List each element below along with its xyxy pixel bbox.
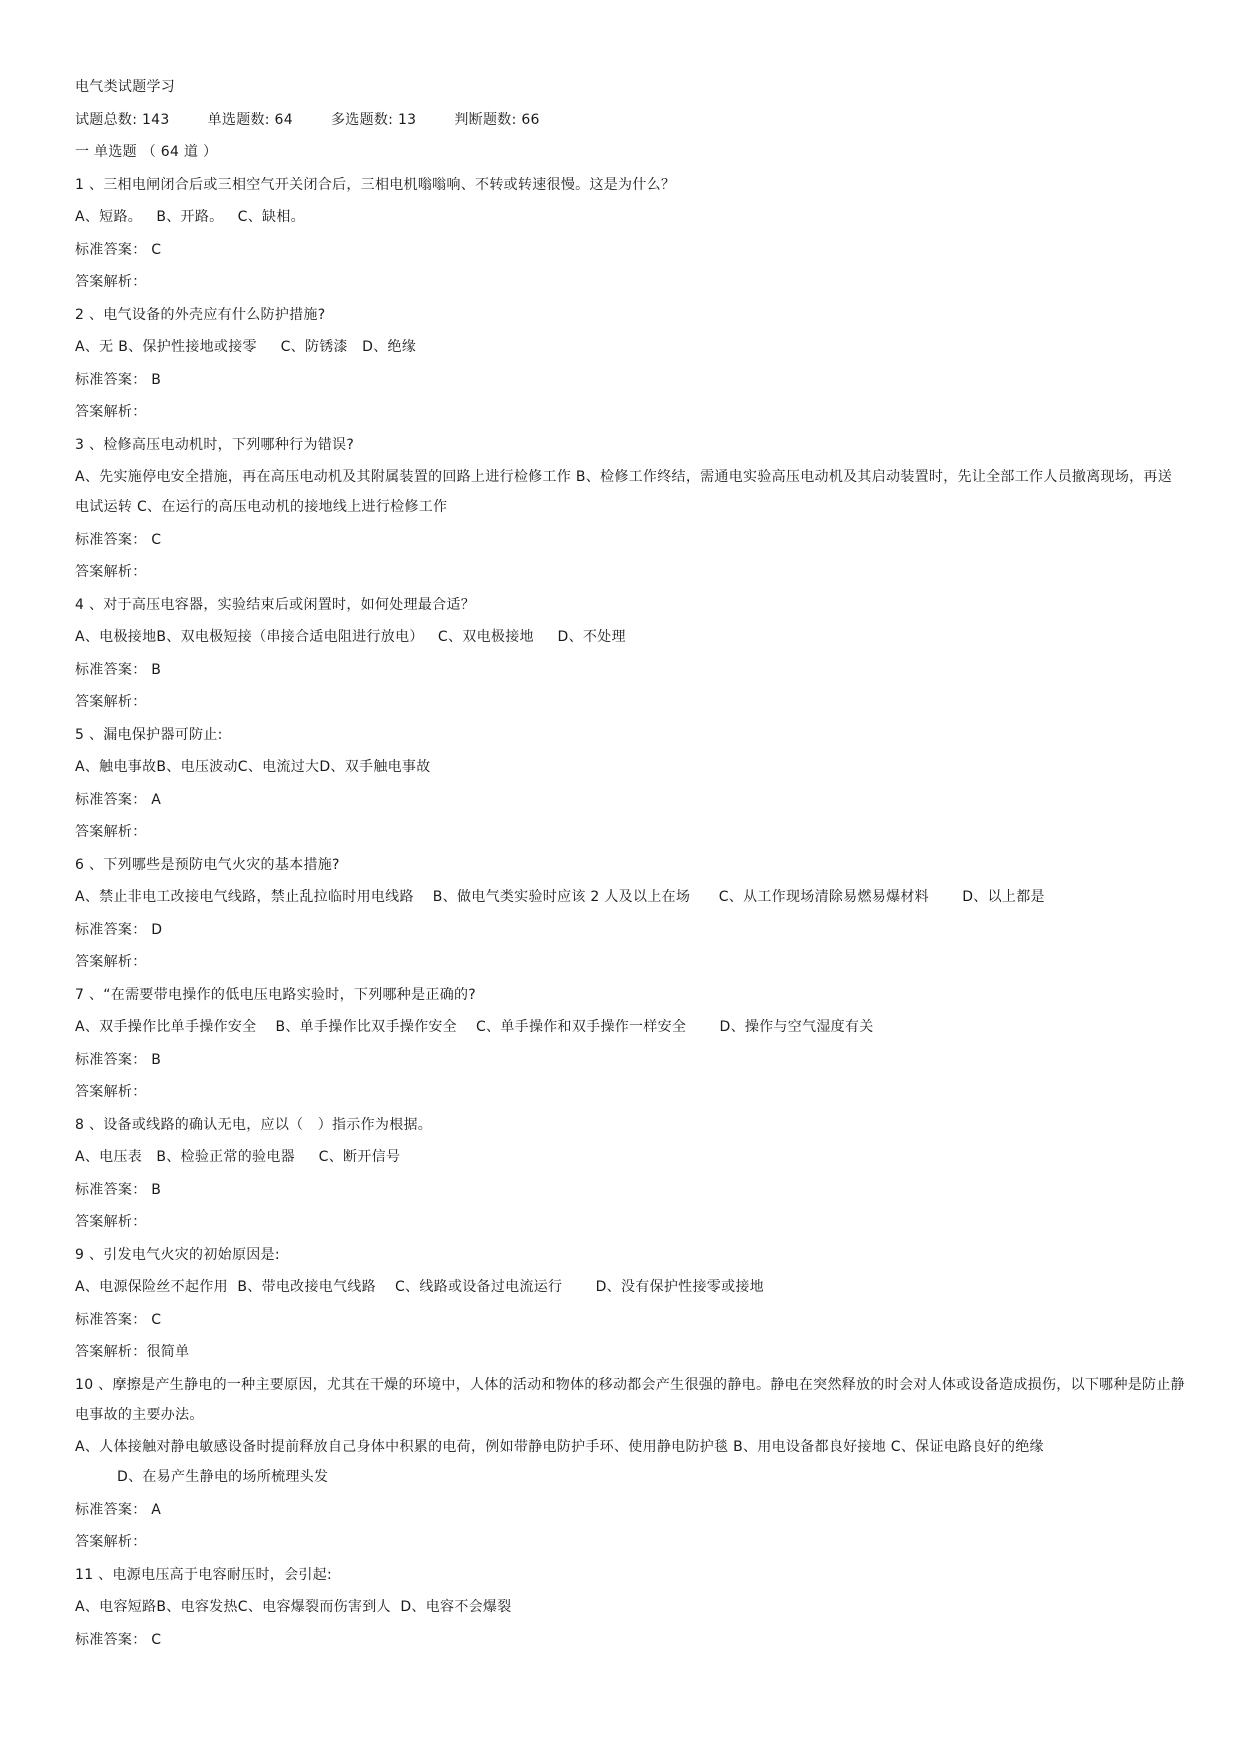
question-options: A、禁止非电工改接电气线路，禁止乱拉临时用电线路 B、做电气类实验时应该 2 人及以上在场 C、从工作现场清除易燃易爆材料 D、以上都是 [75,889,1045,905]
question-text: 11 、电源电压高于电容耐压时，会引起: [75,1566,332,1583]
stat-judge: 判断题数: 66 [454,111,540,128]
stat-total: 试题总数: 143 [75,111,170,128]
standard-answer: 标准答案： A [75,791,162,808]
answer-analysis: 答案解析： [75,824,147,840]
question-text: 7 、“在需要带电操作的低电压电路实验时，下列哪种是正确的? [75,986,477,1003]
standard-answer: 标准答案： C [75,1631,162,1648]
question-text: 2 、电气设备的外壳应有什么防护措施? [75,306,326,323]
question-text: 10 、摩擦是产生静电的一种主要原因，尤其在干燥的环境中，人体的活动和物体的移动都会产生很强的静电。静电在突然释放的时会对人体或设备造成损伤，以下哪种是防止静电事故的主要办法。 [75,1376,1185,1423]
question-stats [75,111,1185,129]
stat-single: 单选题数: 64 [207,111,293,128]
answer-analysis: 答案解析： [75,1214,147,1230]
question-text: 1 、三相电闸闭合后或三相空气开关闭合后，三相电机嗡嗡响、不转或转速很慢。这是为什么？ [75,176,676,193]
question-options: A、无 B、保护性接地或接零 C、防锈漆 D、绝缘 [75,339,417,355]
document-title: 电气类试题学习 [75,79,176,95]
standard-answer: 标准答案： A [75,1501,162,1518]
answer-analysis: 答案解析： [75,1534,147,1550]
question-options: A、先实施停电安全措施，再在高压电动机及其附属装置的回路上进行检修工作 B、检修工作终结，需通电实验高压电动机及其启动装置时，先让全部工作人员撤离现场，再送电试运转 C、在运行的高压电动机的接地线上进行检修工作 [75,469,1173,515]
options-continuation: D、在易产生静电的场所梳理头发 [117,1469,329,1485]
question-text: 4 、对于高压电容器，实验结束后或闲置时，如何处理最合适？ [75,596,476,613]
standard-answer: 标准答案： B [75,1051,162,1068]
standard-answer: 标准答案： B [75,661,162,678]
standard-answer: 标准答案： C [75,1311,162,1328]
standard-answer: 标准答案： C [75,531,162,548]
standard-answer: 标准答案： C [75,241,162,258]
standard-answer: 标准答案： B [75,371,162,388]
question-options: A、电源保险丝不起作用 B、带电改接电气线路 C、线路或设备过电流运行 D、没有保护性接零或接地 [75,1279,764,1295]
answer-analysis: 答案解析： [75,1084,147,1100]
answer-analysis: 答案解析： [75,564,147,580]
question-text: 5 、漏电保护器可防止: [75,726,223,743]
question-text: 3 、检修高压电动机时，下列哪种行为错误? [75,436,355,453]
question-options: A、电极接地B、双电极短接（串接合适电阻进行放电） C、双电极接地 D、不处理 [75,629,626,645]
question-options: A、电容短路B、电容发热C、电容爆裂而伤害到人 D、电容不会爆裂 [75,1599,512,1615]
document-page [75,78,1185,1663]
section-heading: 一 单选题 （ 64 道 ） [75,144,218,160]
answer-analysis: 答案解析： [75,954,147,970]
stat-multi: 多选题数: 13 [330,111,417,128]
answer-analysis: 答案解析： [75,404,147,420]
standard-answer: 标准答案： D [75,921,163,938]
question-text: 6 、下列哪些是预防电气火灾的基本措施? [75,856,340,873]
question-options [75,1432,1185,1492]
answer-analysis: 答案解析： [75,274,147,290]
standard-answer: 标准答案： B [75,1181,162,1198]
options-text: A、人体接触对静电敏感设备时提前释放自己身体中积累的电荷，例如带静电防护手环、使用静电防护毯 B、用电设备都良好接地 C、保证电路良好的绝缘 [75,1439,1044,1455]
question-options: A、触电事故B、电压波动C、电流过大D、双手触电事故 [75,759,431,775]
question-options: A、电压表 B、检验正常的验电器 C、断开信号 [75,1149,401,1165]
answer-analysis: 答案解析： [75,694,147,710]
answer-analysis: 答案解析：很简单 [75,1344,190,1360]
question-options: A、双手操作比单手操作安全 B、单手操作比双手操作安全 C、单手操作和双手操作一样安全 D、操作与空气湿度有关 [75,1019,874,1035]
question-text: 9 、引发电气火灾的初始原因是: [75,1246,280,1263]
question-options: A、短路。 B、开路。 C、缺相。 [75,209,305,225]
question-text: 8 、设备或线路的确认无电，应以（ ）指示作为根据。 [75,1116,433,1133]
